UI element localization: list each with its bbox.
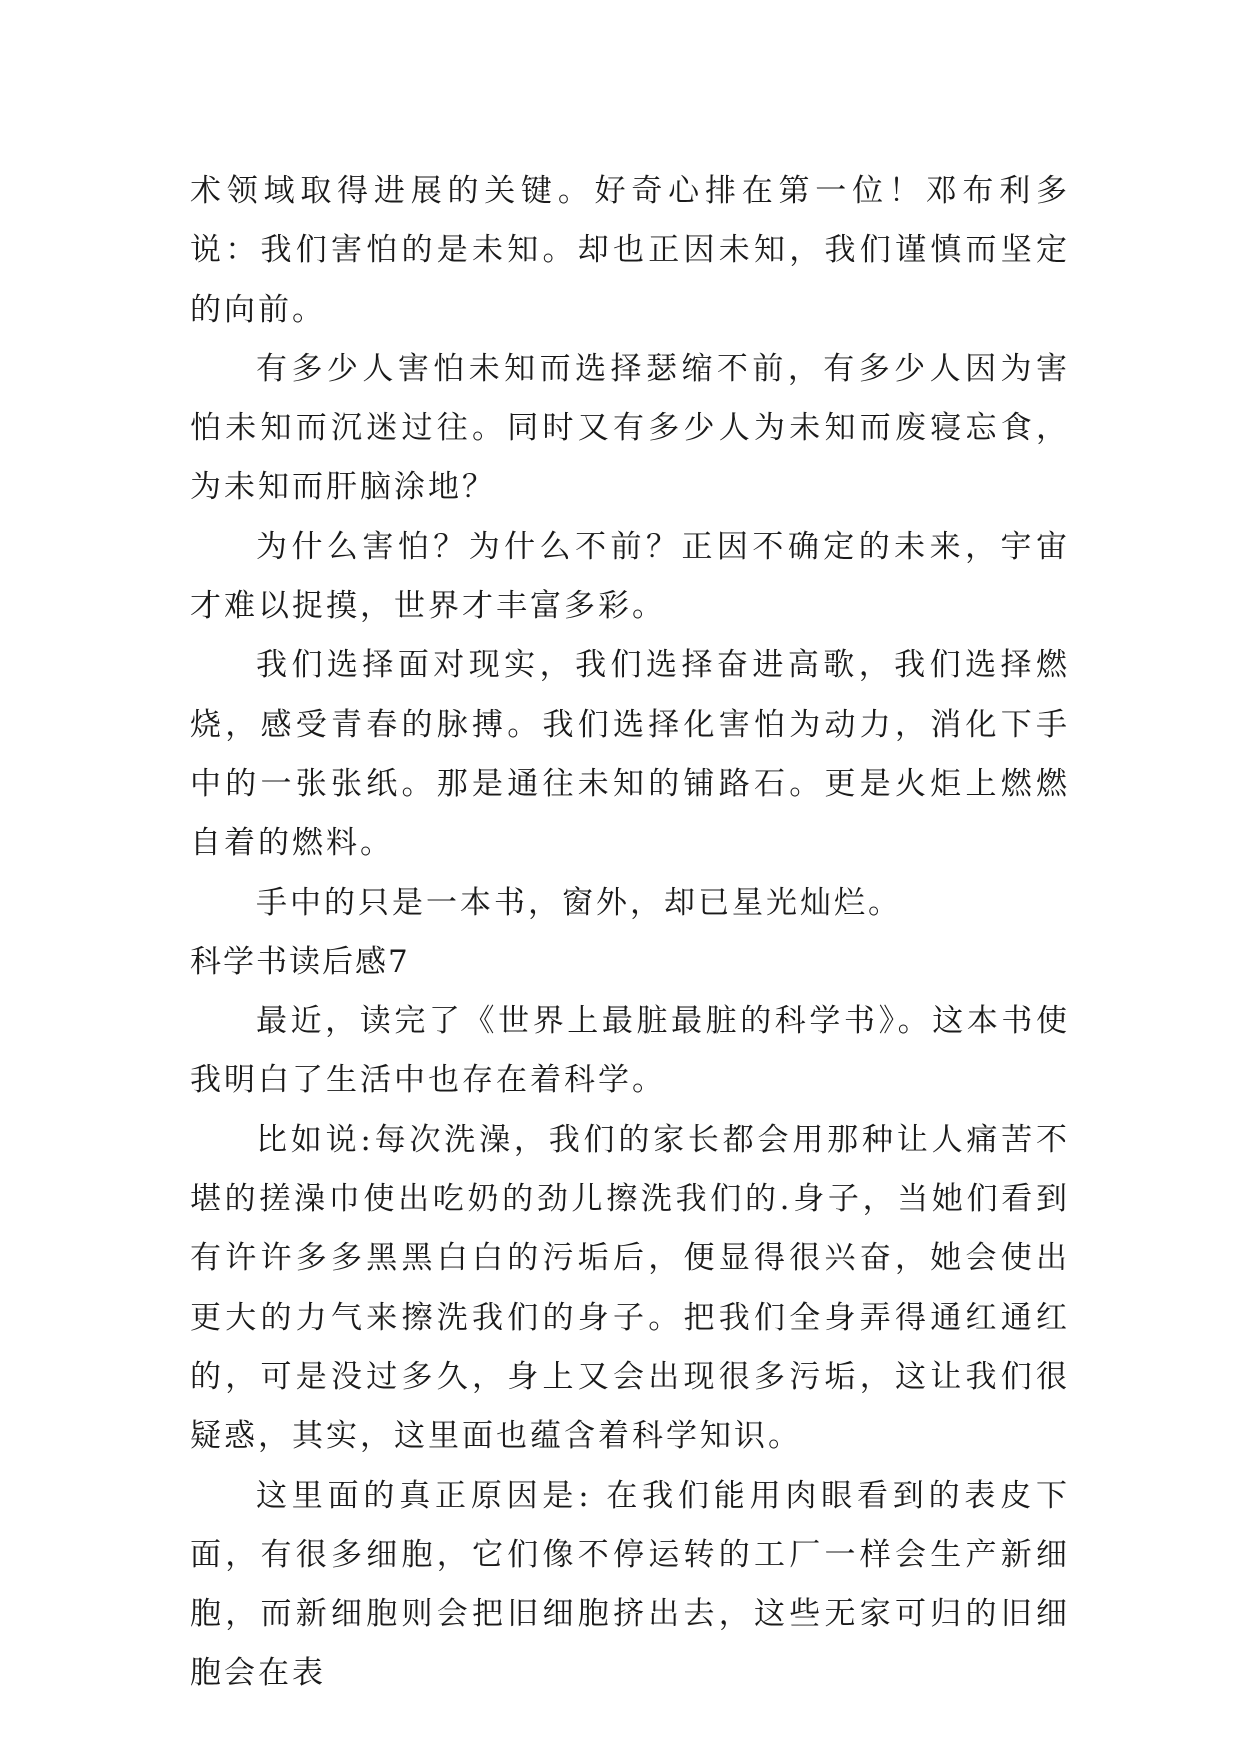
document-body bbox=[190, 162, 1070, 1704]
paragraph-5: 手中的只是一本书，窗外，却已星光灿烂。 bbox=[256, 884, 902, 921]
paragraph-2: 有多少人害怕未知而选择瑟缩不前，有多少人因为害怕未知而沉迷过往。同时又有多少人为未知而废寝忘食，为未知而肝脑涂地？ bbox=[190, 350, 1070, 506]
paragraph-4: 我们选择面对现实，我们选择奋进高歌，我们选择燃烧，感受青春的脉搏。我们选择化害怕为动力，消化下手中的一张张纸。那是通往未知的铺路石。更是火炬上燃燃自着的燃料。 bbox=[190, 647, 1070, 862]
section-paragraph-2: 比如说:每次洗澡，我们的家长都会用那种让人痛苦不堪的搓澡巾使出吃奶的劲儿擦洗我们的.身子，当她们看到有许许多多黑黑白白的污垢后，便显得很兴奋，她会使出更大的力气来擦洗我们的身子。把我们全身弄得通红通红的，可是没过多久，身上又会出现很多污垢，这让我们很疑惑，其实，这里面也蕴含着科学知识。 bbox=[190, 1121, 1070, 1455]
section-paragraph-3: 这里面的真正原因是: 在我们能用肉眼看到的表皮下面，有很多细胞，它们像不停运转的工厂一样会生产新细胞，而新细胞则会把旧细胞挤出去，这些无家可归的旧细胞会在表 bbox=[190, 1477, 1070, 1692]
section-paragraph-1: 最近，读完了《世界上最脏最脏的科学书》。这本书使我明白了生活中也存在着科学。 bbox=[190, 1003, 1070, 1099]
paragraph-1: 术领域取得进展的关键。好奇心排在第一位！邓布利多说：我们害怕的是未知。却也正因未知，我们谨慎而坚定的向前。 bbox=[190, 173, 1070, 328]
section-heading: 科学书读后感7 bbox=[190, 943, 410, 980]
paragraph-3: 为什么害怕？为什么不前？正因不确定的未来，宇宙才难以捉摸，世界才丰富多彩。 bbox=[190, 528, 1070, 625]
